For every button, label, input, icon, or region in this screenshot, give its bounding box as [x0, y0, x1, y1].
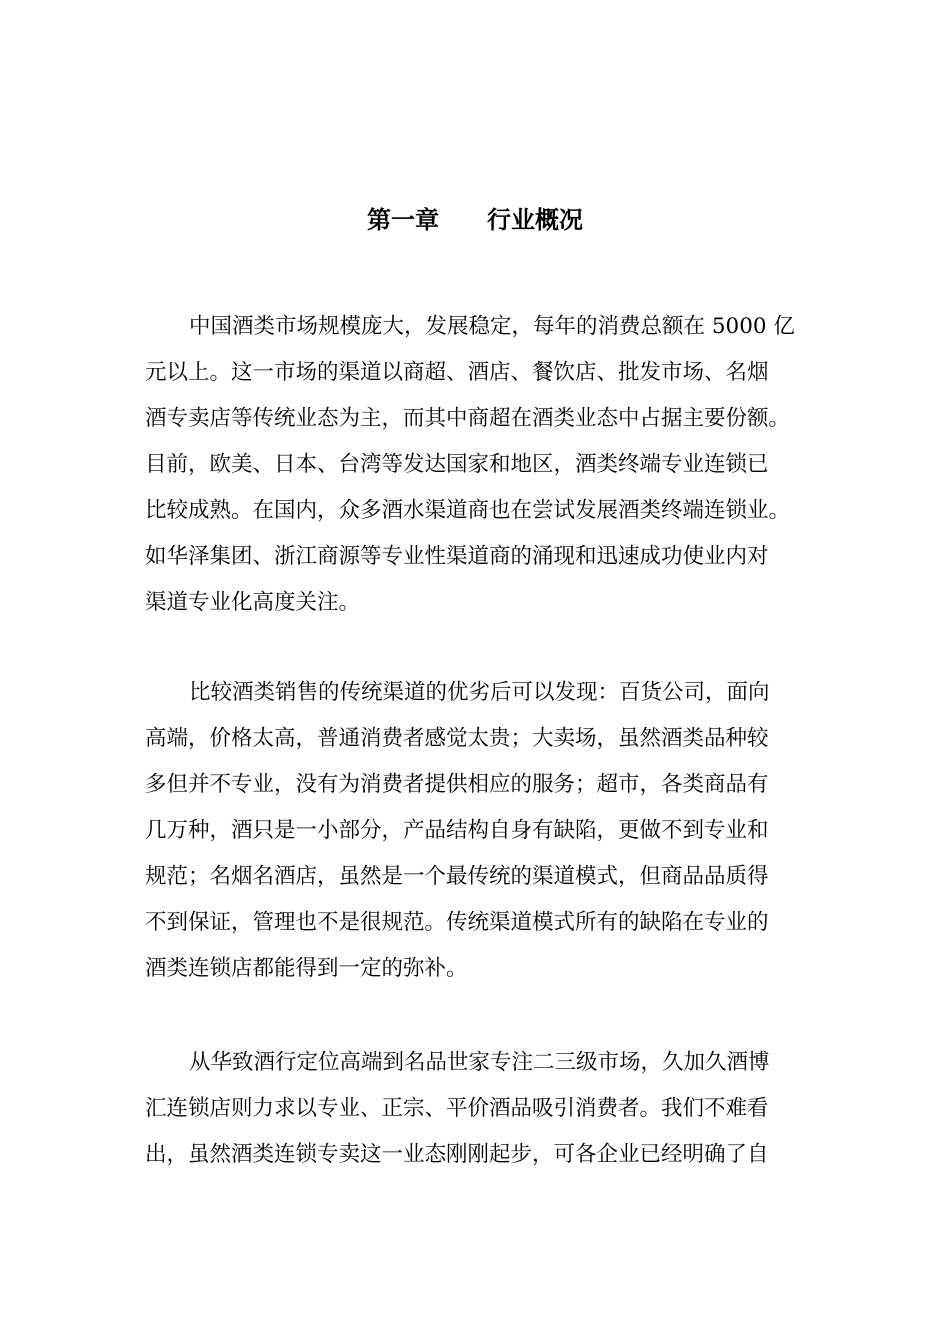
- paragraph-line: 元以上。这一市场的渠道以商超、酒店、餐饮店、批发市场、名烟: [145, 360, 769, 385]
- paragraph-line: 高端，价格太高，普通消费者感觉太贵；大卖场，虽然酒类品种较: [145, 726, 769, 751]
- paragraph-line: 中国酒类市场规模庞大，发展稳定，每年的消费总额在 5000 亿: [189, 314, 795, 339]
- paragraph-line: 比较酒类销售的传统渠道的优劣后可以发现：百货公司，面向: [189, 680, 770, 705]
- paragraph-line: 汇连锁店则力求以专业、正宗、平价酒品吸引消费者。我们不难看: [145, 1096, 769, 1121]
- paragraph-line: 酒类连锁店都能得到一定的弥补。: [145, 956, 468, 981]
- paragraph-channel-comparison: [145, 670, 825, 992]
- paragraph-line: 几万种，酒只是一小部分，产品结构自身有缺陷，更做不到专业和: [145, 818, 769, 843]
- paragraph-line: 比较成熟。在国内，众多酒水渠道商也在尝试发展酒类终端连锁业。: [145, 498, 791, 523]
- paragraph-line: 不到保证，管理也不是很规范。传统渠道模式所有的缺陷在专业的: [145, 910, 769, 935]
- chapter-title: 第一章 行业概况: [367, 205, 583, 234]
- paragraph-market-overview: [145, 304, 825, 626]
- paragraph-line: 如华泽集团、浙江商源等专业性渠道商的涌现和迅速成功使业内对: [145, 544, 769, 569]
- paragraph-line: 酒专卖店等传统业态为主，而其中商超在酒类业态中占据主要份额。: [145, 406, 791, 431]
- paragraph-chain-positioning: [145, 1040, 825, 1178]
- paragraph-line: 渠道专业化高度关注。: [145, 590, 361, 615]
- paragraph-line: 出，虽然酒类连锁专卖这一业态刚刚起步，可各企业已经明确了自: [145, 1142, 769, 1167]
- paragraph-line: 规范；名烟名酒店，虽然是一个最传统的渠道模式，但商品品质得: [145, 864, 769, 889]
- paragraph-line: 从华致酒行定位高端到名品世家专注二三级市场，久加久酒博: [189, 1050, 770, 1075]
- paragraph-line: 多但并不专业，没有为消费者提供相应的服务；超市，各类商品有: [145, 772, 769, 797]
- paragraph-line: 目前，欧美、日本、台湾等发达国家和地区，酒类终端专业连锁已: [145, 452, 769, 477]
